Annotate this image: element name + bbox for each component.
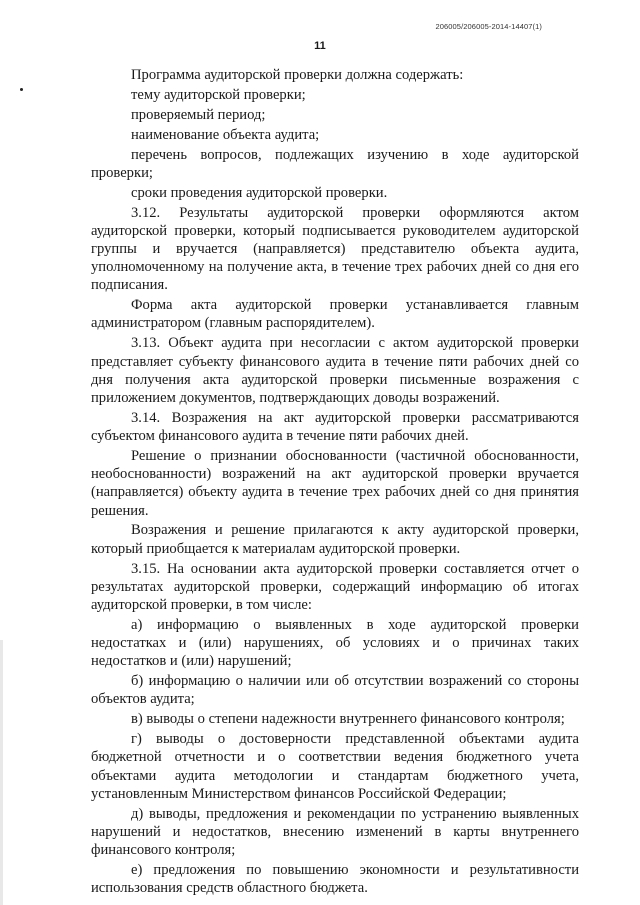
paragraph-item-period: проверяемый период; [131,106,266,123]
paragraph-item-g: г) выводы о достоверности представленной объектами аудита бюджетной отчетности и о соответствии ведения бюджетного учета объектами аудита методологии и стандартам бюджетного учета, установленным Министерством финансов Российской Федерации; [91,731,579,802]
paragraph-item-d: д) выводы, предложения и рекомендации по устранению выявленных нарушений и недостатков, внесению изменений в карты внутреннего финансового контроля; [91,805,579,859]
paragraph-3-15: 3.15. На основании акта аудиторской проверки составляется отчет о результатах аудиторской проверки, содержащий информацию об итогах аудиторской проверки, в том числе: [91,560,579,613]
paragraph-item-b: б) информацию о наличии или об отсутствии возражений со стороны объектов аудита; [91,673,579,708]
paragraph-item-topic: тему аудиторской проверки; [131,86,306,103]
page-number: 11 [314,40,326,52]
paragraph-item-v: в) выводы о степени надежности внутреннего финансового контроля; [131,711,565,728]
paragraph-3-12: 3.12. Результаты аудиторской проверки оформляются актом аудиторской проверки, который подписывается руководителем аудиторской группы и вручается (направляется) представителю объекта аудита, уполномоченному на получение акта, в течение трех рабочих дней со дня его подписания. [91,204,579,294]
paragraph-objections-attached: Возражения и решение прилагаются к акту аудиторской проверки, который приобщается к материалам аудиторской проверки. [91,522,579,557]
paragraph-3-13: 3.13. Объект аудита при несогласии с актом аудиторской проверки представляет субъекту финансового аудита в течение пяти рабочих дней со дня получения акта аудиторской проверки письменные возражения с приложением документов, подтверждающих доводы возражений. [91,335,579,406]
document-id: 206005/206005-2014-14407(1) [435,22,542,31]
paragraph-item-e: е) предложения по повышению экономности и результативности использования средств областного бюджета. [91,861,579,897]
scan-edge-shadow [0,640,3,905]
scan-margin-mark [20,88,23,91]
paragraph-item-terms: сроки проведения аудиторской проверки. [131,184,388,201]
paragraph-item-a: а) информацию о выявленных в ходе аудиторской проверки недостатках и (или) нарушениях, об условиях и о причинах таких недостатков и (или) нарушений; [91,616,579,670]
document-body [91,66,579,899]
paragraph-audit-program-intro: Программа аудиторской проверки должна содержать: [131,67,464,83]
paragraph-3-14: 3.14. Возражения на акт аудиторской проверки рассматриваются субъектом финансового аудита в течение пяти рабочих дней. [91,409,579,445]
paragraph-item-questions: перечень вопросов, подлежащих изучению в ходе аудиторской проверки; [91,146,579,181]
paragraph-act-form: Форма акта аудиторской проверки устанавливается главным администратором (главным распорядителем). [91,297,579,332]
paragraph-decision: Решение о признании обоснованности (частичной обоснованности, необоснованности) возражений на акт аудиторской проверки вручается (направляется) объекту аудита в течение трех рабочих дней со дня принятия решения. [91,447,579,519]
paragraph-item-object: наименование объекта аудита; [131,126,320,143]
